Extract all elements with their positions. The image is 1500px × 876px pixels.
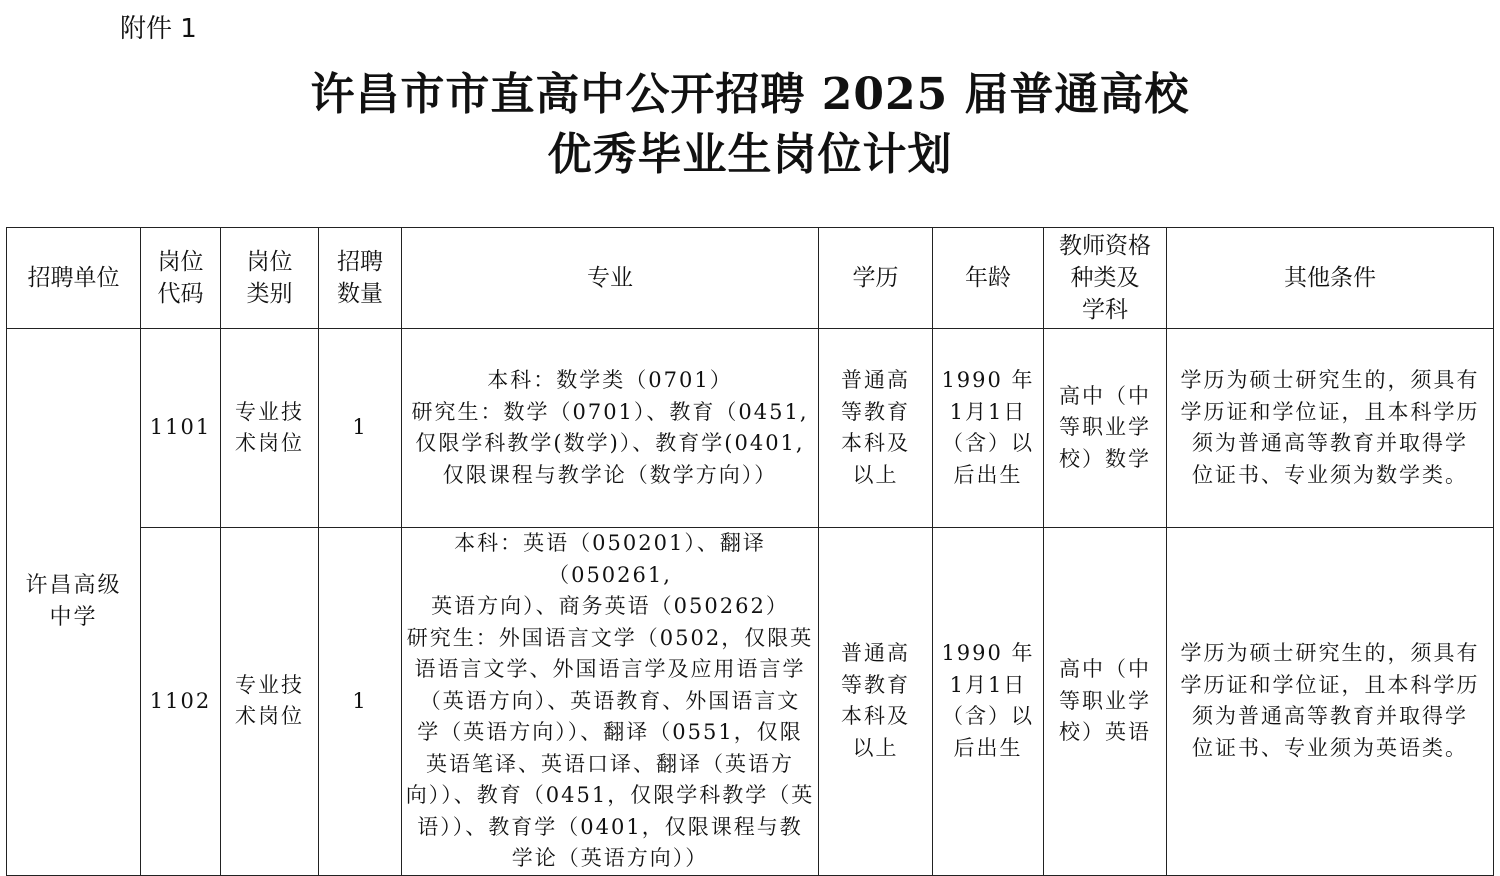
header-type [221,228,319,329]
age-line: 1月1日 [949,399,1027,424]
qualification-line: 等职业学 [1059,415,1151,440]
header-qualification-line: 种类及 [1070,265,1140,291]
position-type-line: 术岗位 [235,704,304,729]
other-conditions-cell [1167,329,1494,528]
other-conditions-line: 学历为硕士研究生的，须具有 [1180,641,1480,666]
qualification-line: 等职业学 [1059,688,1151,713]
major-line: 学（英语方向））、翻译（0551，仅限 [417,720,803,744]
position-code-cell: 1102 [141,528,221,876]
unit-name-line: 中学 [49,604,98,630]
qualification-cell [1044,329,1167,528]
header-type-line: 类别 [246,281,293,307]
header-education: 学历 [819,228,933,329]
age-line: 1990 年 [941,368,1035,392]
recruit-count-cell: 1 [319,528,402,876]
other-conditions-line: 须为普通高等教育并取得学 [1192,431,1468,455]
position-type-line: 专业技 [235,399,304,424]
education-line: 普通高 [841,368,910,392]
header-code-line: 岗位 [157,249,204,275]
page-title-line2: 优秀毕业生岗位计划 [547,129,953,180]
header-count-line: 数量 [337,281,383,307]
recruit-count-cell: 1 [319,329,402,528]
major-line: 学论（英语方向）） [511,846,709,870]
age-line: 1990 年 [941,641,1035,666]
other-conditions-line: 位证书、专业须为数学类。 [1192,462,1468,487]
recruitment-plan-table [6,227,1494,876]
other-conditions-line: 学历证和学位证，且本科学历 [1180,399,1480,424]
qualification-line: 校）数学 [1059,446,1151,471]
position-type-line: 专业技 [235,672,304,697]
major-line: 本科：英语（050201）、翻译（050261, [454,531,766,587]
age-cell [933,528,1044,876]
major-line: 仅限学科教学(数学)）、教育学(0401, [415,431,805,455]
education-cell [819,329,933,528]
other-conditions-line: 位证书、专业须为英语类。 [1192,735,1468,760]
major-cell [402,329,819,528]
education-cell [819,528,933,876]
qualification-line: 高中（中 [1059,657,1151,681]
education-line: 以上 [852,735,899,760]
page-title-line1: 许昌市市直高中公开招聘 2025 届普通高校 [310,69,1190,120]
table-row [7,528,1494,876]
other-conditions-line: 学历证和学位证，且本科学历 [1180,672,1480,697]
position-type-cell [221,528,319,876]
header-code [141,228,221,329]
other-conditions-line: 须为普通高等教育并取得学 [1192,704,1468,729]
table-row [7,329,1494,528]
attachment-label: 附件 1 [120,14,197,44]
header-other: 其他条件 [1167,228,1494,329]
age-line: 后出生 [953,462,1023,487]
major-line: （英语方向）、英语教育、外国语言文 [419,688,801,713]
header-row [7,228,1494,329]
major-line: 本科：数学类（0701） [487,368,733,392]
major-line: 语语言文学、外国语言学及应用语言学 [414,657,806,681]
education-line: 等教育 [841,399,910,424]
major-line: 英语方向）、商务英语（050262） [431,594,789,618]
education-line: 本科及 [841,431,910,455]
position-type-cell [221,329,319,528]
header-major: 专业 [402,228,819,329]
age-line: 后出生 [953,735,1023,760]
age-line: 1月1日 [949,672,1027,697]
header-age: 年龄 [933,228,1044,329]
major-line: 研究生：外国语言文学（0502，仅限英 [406,625,814,650]
header-unit: 招聘单位 [7,228,141,329]
major-line: 语））、教育学（0401，仅限课程与教 [417,814,803,839]
major-line: 仅限课程与教学论（数学方向）） [442,462,778,487]
header-qualification-line: 学科 [1082,297,1128,323]
header-qualification-line: 教师资格 [1059,233,1151,259]
position-code-cell: 1101 [141,329,221,528]
major-line: 英语笔译、英语口译、翻译（英语方 [426,751,794,776]
age-line: （含）以 [942,431,1034,455]
qualification-line: 校）英语 [1059,720,1151,744]
header-count-line: 招聘 [337,249,383,275]
major-line: 向））、教育（0451，仅限学科教学（英 [405,783,815,807]
major-cell [402,528,819,876]
header-type-line: 岗位 [246,249,293,275]
unit-name-cell [7,329,141,876]
other-conditions-cell [1167,528,1494,876]
position-type-line: 术岗位 [235,431,304,455]
education-line: 以上 [852,462,899,487]
age-cell [933,329,1044,528]
header-code-line: 代码 [157,281,204,307]
other-conditions-line: 学历为硕士研究生的，须具有 [1180,368,1480,392]
age-line: （含）以 [942,704,1034,729]
education-line: 等教育 [841,672,910,697]
qualification-line: 高中（中 [1059,383,1151,408]
unit-name-line: 许昌高级 [25,573,122,599]
header-qualification [1044,228,1167,329]
education-line: 本科及 [841,704,910,729]
header-count [319,228,402,329]
education-line: 普通高 [841,641,910,666]
major-line: 研究生：数学（0701）、教育（0451, [411,399,809,424]
qualification-cell [1044,528,1167,876]
